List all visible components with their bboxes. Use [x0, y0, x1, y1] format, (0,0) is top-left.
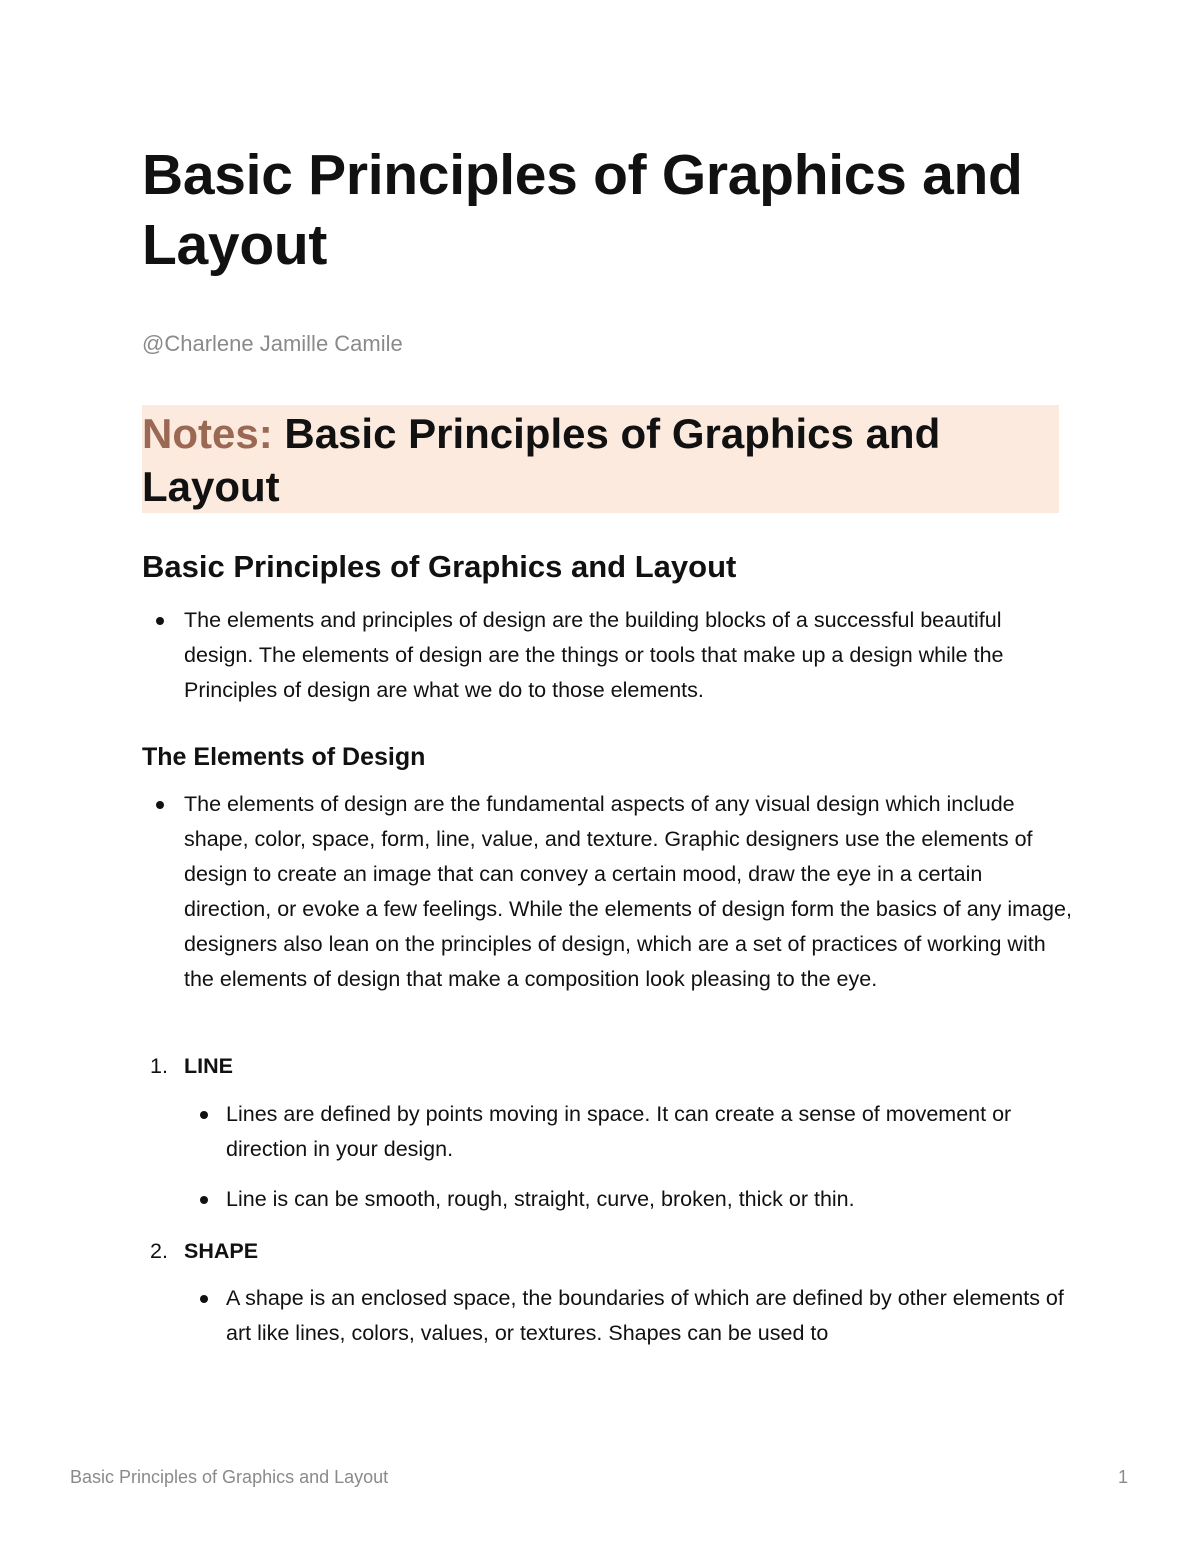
list-item: [184, 603, 1074, 708]
list-item-text: Lines are defined by points moving in space. It can create a sense of movement or direction in your design.: [226, 1102, 1012, 1161]
page-title: Basic Principles of Graphics and Layout: [142, 143, 1023, 277]
list-item: [226, 1182, 1076, 1217]
callout-heading-text: Basic Principles of Graphics and Layout: [142, 410, 941, 510]
callout-prefix: Notes:: [142, 410, 273, 457]
list-item: [184, 787, 1074, 997]
item-label: LINE: [184, 1054, 233, 1078]
footer-title: Basic Principles of Graphics and Layout: [70, 1467, 389, 1487]
section-heading-elements-of-design: The Elements of Design: [142, 743, 426, 771]
list-item: [226, 1097, 1076, 1167]
item-number: 1.: [150, 1054, 168, 1078]
list-item-text: A shape is an enclosed space, the boundaries of which are defined by other elements of art like lines, colors, values, or textures. Shapes can be used to: [226, 1286, 1064, 1345]
bullet-dot-icon: [156, 801, 164, 809]
item-number: 2.: [150, 1239, 168, 1263]
list-item-text: The elements of design are the fundamental aspects of any visual design which include shape, color, space, form, line, value, and texture. Graphic designers use the elements of design to create an image that can convey a certain mood, draw the eye in a certain direction, or evoke a few feelings. While the elements of design form the basics of any image, designers also lean on the principles of design, which are a set of practices of working with the elements of design that make a composition look pleasing to the eye.: [184, 792, 1072, 991]
bullet-dot-icon: [200, 1196, 208, 1204]
bullet-dot-icon: [200, 1295, 208, 1303]
numbered-item-shape: [150, 1236, 258, 1266]
list-item-text: Line is can be smooth, rough, straight, curve, broken, thick or thin.: [226, 1187, 855, 1211]
bullet-dot-icon: [200, 1111, 208, 1119]
section-heading-basic-principles: Basic Principles of Graphics and Layout: [142, 549, 737, 584]
footer-page-number: 1: [1117, 1467, 1128, 1487]
notes-callout: [142, 405, 1059, 513]
author-mention[interactable]: @Charlene Jamille Camile: [142, 331, 403, 356]
item-label: SHAPE: [184, 1239, 259, 1263]
bullet-dot-icon: [156, 617, 164, 625]
list-item: [226, 1281, 1076, 1351]
callout-heading: [142, 407, 1059, 513]
numbered-item-line: [150, 1051, 233, 1081]
list-item-text: The elements and principles of design are the building blocks of a successful beautiful design. The elements of design are the things or tools that make up a design while the Principles of design are what we do to those elements.: [184, 608, 1004, 702]
